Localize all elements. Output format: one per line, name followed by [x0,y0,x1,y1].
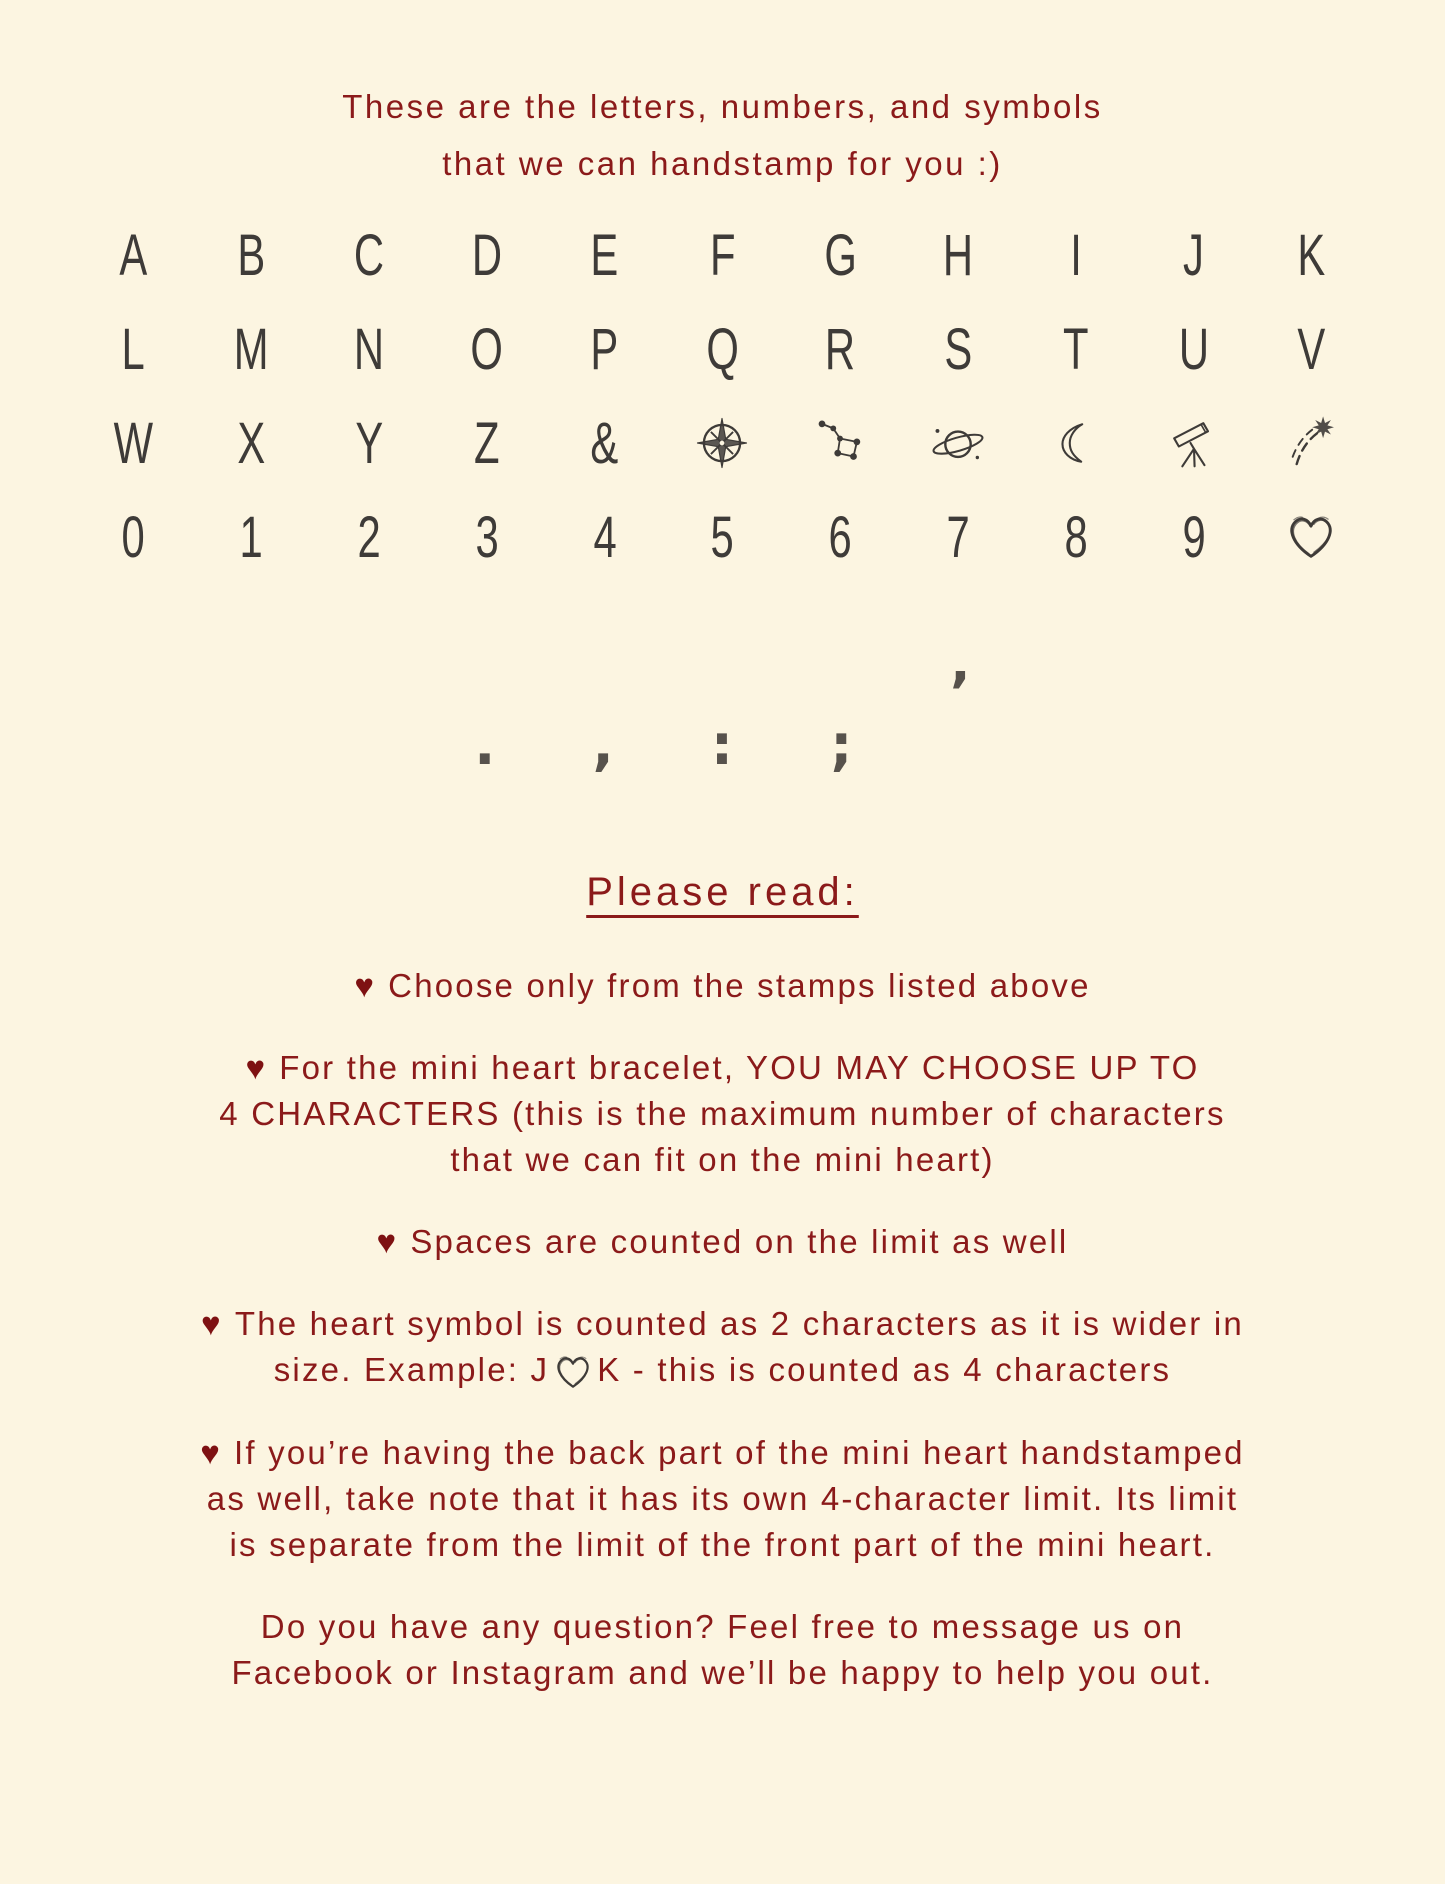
moon-icon [1051,418,1101,468]
letters-symbols-row [103,396,1343,490]
stamp-glyph: A [119,222,148,288]
heart-bullet-icon: ♥ [201,1305,223,1342]
note-line: is separate from the limit of the front part of the mini heart. [229,1526,1216,1563]
stamp-U [1163,316,1225,383]
stamp-7 [927,504,989,571]
stamp-glyph: P [590,316,619,382]
telescope-stamp [1163,415,1225,471]
stamp-glyph: D [471,222,502,288]
stamp-4 [574,504,636,571]
footer-line: Do you have any question? Feel free to message us on [260,1608,1185,1645]
note-item [0,1430,1445,1568]
stamp-K [1280,222,1342,289]
doodle-heart-icon [551,1350,595,1394]
compass-icon [694,415,750,471]
doodle-heart-icon [551,1350,595,1394]
stamp-Q [691,316,753,383]
stamp-apostrophe: ’ [949,661,971,726]
title-line-1: These are the letters, numbers, and symbols [342,88,1103,125]
stamp-V [1280,316,1342,383]
constellation-icon [813,416,867,470]
note-line: as well, take note that it has its own 4-character limit. Its limit [206,1480,1239,1517]
saturn-icon [929,414,987,472]
stamp-9 [1163,504,1225,571]
stamp-glyph: I [1070,222,1082,288]
note-item [0,963,1445,1009]
footer-message [0,1604,1445,1696]
stamp-J [1163,222,1225,289]
stamp-X [220,410,282,477]
note-line: ♥ If you’re having the back part of the mini heart handstamped [200,1434,1245,1471]
stamp-semicolon: ; [830,713,853,778]
stamp-glyph: X [237,410,266,476]
stamp-glyph: 7 [946,504,970,570]
handstamp-info-sheet [0,78,1445,1884]
stamp-glyph: Y [355,410,384,476]
please-read-heading: Please read: [586,870,859,914]
stamp-P [574,316,636,383]
stamp-ampersand [574,410,636,477]
punctuation-row [103,661,1343,804]
letters-row-2 [103,302,1343,396]
letters-row-1 [103,208,1343,302]
stamp-G [809,222,871,289]
note-item [0,1045,1445,1183]
stamp-1 [220,504,282,571]
stamp-glyph: 3 [475,504,499,570]
shooting-star-stamp [1280,414,1342,472]
compass-stamp [691,415,753,471]
stamp-O [456,316,518,383]
stamp-5 [691,504,753,571]
notes-section [0,870,1445,1696]
stamp-W [103,410,165,477]
heart-bullet-icon: ♥ [245,1049,268,1086]
stamp-C [338,222,400,289]
stamp-glyph: B [237,222,266,288]
stamp-glyph: M [233,316,269,382]
stamp-M [220,316,282,383]
stamp-colon: : [710,713,734,778]
note-line: that we can fit on the mini heart) [450,1141,995,1178]
stamp-glyph: L [121,316,146,382]
stamp-glyph: C [354,222,385,288]
stamp-glyph: R [825,316,856,382]
stamp-glyph: 1 [239,504,263,570]
notes-list [0,963,1445,1568]
stamp-Y [338,410,400,477]
saturn-stamp [927,414,989,472]
stamp-F [691,222,753,289]
stamp-glyph: V [1297,316,1326,382]
stamp-N [338,316,400,383]
stamp-glyph: 9 [1182,504,1206,570]
note-item [0,1219,1445,1265]
stamp-glyph: 0 [121,504,146,570]
stamp-glyph: T [1063,316,1089,382]
doodle-heart-stamp [1280,508,1342,566]
stamp-comma: , [592,713,614,778]
stamp-glyph: Z [474,410,500,476]
stamp-8 [1045,504,1107,571]
heart-bullet-icon: ♥ [200,1434,223,1471]
stamp-glyph: K [1297,222,1326,288]
stamp-E [574,222,636,289]
stamp-glyph: 4 [593,504,617,570]
stamp-grid [103,208,1343,804]
stamp-glyph: 5 [710,504,735,570]
stamp-glyph: O [470,316,504,382]
note-line: size. Example: J K - this is counted as 4 characters [0,1347,1445,1394]
stamp-glyph: N [354,316,385,382]
stamp-H [927,222,989,289]
stamp-glyph: 2 [357,504,381,570]
note-line: ♥ For the mini heart bracelet, YOU MAY CHOOSE UP TO [245,1049,1200,1086]
doodle-heart-icon [1282,508,1340,566]
stamp-glyph: F [709,222,736,288]
stamp-glyph: 6 [828,504,852,570]
shooting-star-icon [1282,414,1340,472]
stamp-glyph: W [113,410,154,476]
stamp-glyph: G [824,222,857,288]
stamp-3 [456,504,518,571]
stamp-period: . [474,713,496,778]
stamp-I [1045,222,1107,289]
telescope-icon [1166,415,1222,471]
stamp-Z [456,410,518,477]
note-line: 4 CHARACTERS (this is the maximum number of characters [219,1095,1226,1132]
moon-stamp [1045,418,1107,468]
stamp-A [103,222,165,289]
constellation-stamp [809,416,871,470]
stamp-2 [338,504,400,571]
stamp-glyph: S [944,316,973,382]
stamp-B [220,222,282,289]
stamp-S [927,316,989,383]
note-line: ♥ Spaces are counted on the limit as well [376,1223,1069,1260]
note-item [0,1301,1445,1394]
stamp-D [456,222,518,289]
stamp-glyph: Q [706,316,739,382]
stamp-glyph: U [1178,316,1209,382]
stamp-L [103,316,165,383]
stamp-glyph: 8 [1064,504,1088,570]
stamp-R [809,316,871,383]
stamp-glyph: H [942,222,974,288]
stamp-glyph: J [1183,222,1205,288]
stamp-glyph: E [590,222,619,288]
stamp-T [1045,316,1107,383]
note-line: ♥ The heart symbol is counted as 2 characters as it is wider in [201,1305,1244,1342]
title-line-2: that we can handstamp for you :) [442,145,1003,182]
stamp-6 [809,504,871,571]
note-line: ♥ Choose only from the stamps listed above [354,967,1091,1004]
stamp-glyph: & [590,410,619,476]
page-title [0,78,1445,192]
heart-bullet-icon: ♥ [354,967,377,1004]
stamp-0 [103,504,165,571]
heart-bullet-icon: ♥ [376,1223,399,1260]
numbers-row [103,490,1343,584]
footer-line: Facebook or Instagram and we’ll be happy to help you out. [231,1654,1214,1691]
